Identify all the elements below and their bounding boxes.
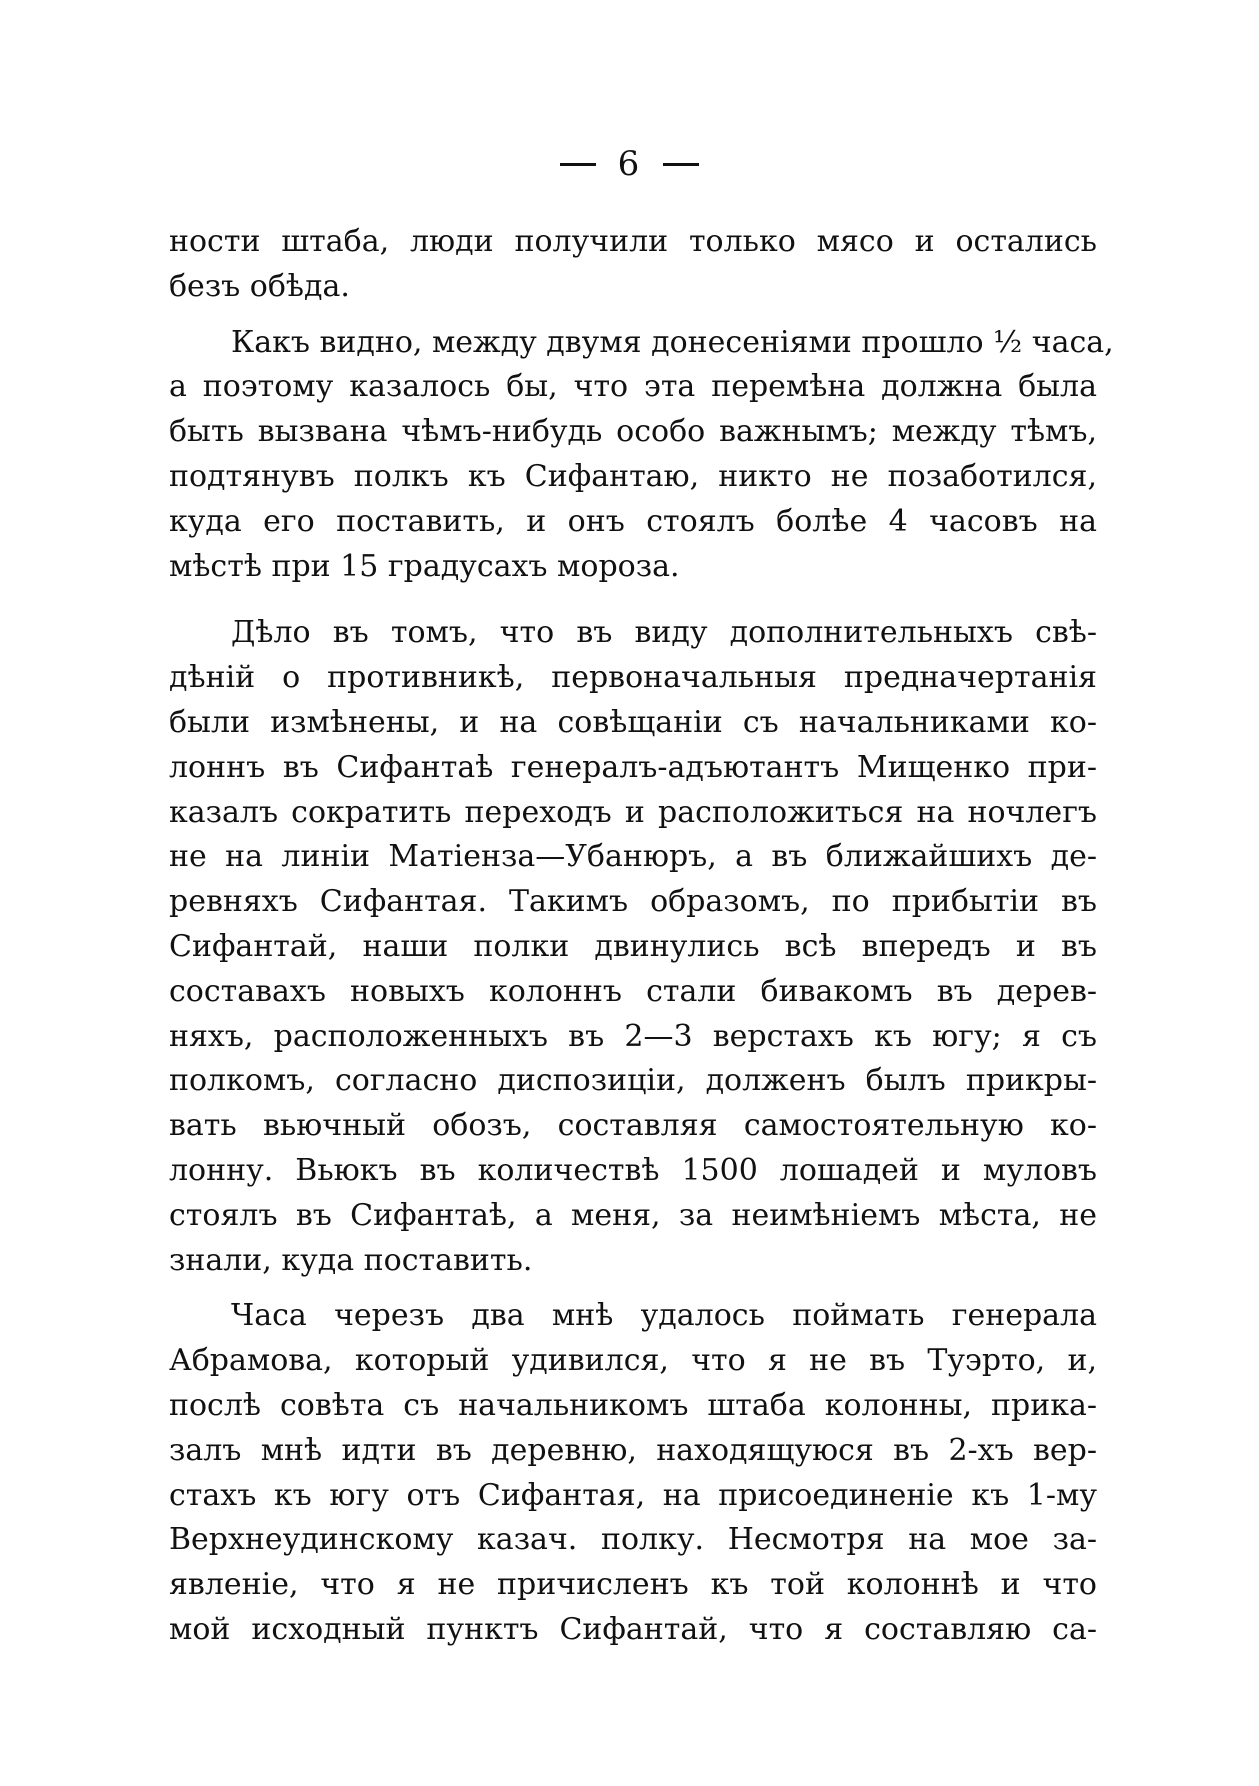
text-line: безъ обѣда. <box>169 268 350 304</box>
text-line: Какъ видно, между двумя донесеніями прошло ½ часа, <box>231 324 1114 360</box>
page-number-header <box>0 140 1259 186</box>
right-dash <box>663 163 699 166</box>
text-line: полкомъ, согласно диспозиціи, долженъ былъ прикры- <box>169 1063 1097 1099</box>
paragraph-4 <box>169 1294 1097 1652</box>
text-line: Абрамова, который удивился, что я не въ Туэрто, и, <box>169 1343 1097 1379</box>
text-line: стахъ къ югу отъ Сифантая, на присоединеніе къ 1-му <box>169 1477 1097 1513</box>
text-line: Верхнеудинскому казач. полку. Несмотря на мое за- <box>169 1522 1097 1558</box>
text-line: вать вьючный обозъ, составляя самостоятельную ко- <box>169 1108 1097 1144</box>
text-line: лоннъ въ Сифантаѣ генералъ-адъютантъ Мищенко при- <box>169 749 1097 785</box>
text-line: быть вызвана чѣмъ-нибудь особо важнымъ; между тѣмъ, <box>169 414 1097 450</box>
text-line: знали, куда поставить. <box>169 1242 533 1278</box>
text-line: ревняхъ Сифантая. Такимъ образомъ, по прибытіи въ <box>169 884 1097 920</box>
text-line: няхъ, расположенныхъ въ 2—3 верстахъ къ югу; я съ <box>169 1018 1097 1054</box>
text-line: казалъ сократить переходъ и расположиться на ночлегъ <box>169 794 1097 830</box>
text-line: явленіе, что я не причисленъ къ той колоннѣ и что <box>169 1567 1097 1603</box>
text-line: мѣстѣ при 15 градусахъ мороза. <box>169 548 680 584</box>
paragraph-1 <box>169 220 1097 310</box>
text-line: дѣній о противникѣ, первоначальныя предначертанія <box>169 660 1097 696</box>
text-line: послѣ совѣта съ начальникомъ штаба колонны, прика- <box>169 1387 1097 1423</box>
text-line: ности штаба, люди получили только мясо и остались <box>169 224 1097 259</box>
text-line: а поэтому казалось бы, что эта перемѣна должна была <box>169 369 1097 405</box>
text-line: Сифантай, наши полки двинулись всѣ впередъ и въ <box>169 928 1097 964</box>
text-line: стоялъ въ Сифантаѣ, а меня, за неимѣніемъ мѣста, не <box>169 1197 1097 1233</box>
text-line: Часа черезъ два мнѣ удалось поймать генерала <box>231 1298 1097 1334</box>
text-line: лонну. Вьюкъ въ количествѣ 1500 лошадей и муловъ <box>169 1152 1097 1188</box>
text-line: залъ мнѣ идти въ деревню, находящуюся въ 2-хъ вер- <box>169 1432 1097 1468</box>
text-line: куда его поставить, и онъ стоялъ болѣе 4 часовъ на <box>169 503 1097 539</box>
text-line: подтянувъ полкъ къ Сифантаю, никто не позаботился, <box>169 458 1097 494</box>
text-line: были измѣнены, и на совѣщаніи съ начальниками ко- <box>169 704 1097 740</box>
left-dash <box>560 163 596 166</box>
text-body <box>169 220 1114 1653</box>
page-number: 6 <box>617 144 642 184</box>
text-line: Дѣло въ томъ, что въ виду дополнительныхъ свѣ- <box>231 615 1097 651</box>
text-line: мой исходный пунктъ Сифантай, что я составляю са- <box>169 1611 1097 1647</box>
text-line: не на линіи Матіенза—Убанюръ, а въ ближайшихъ де- <box>169 839 1097 875</box>
paragraph-3 <box>169 611 1097 1283</box>
paragraph-2 <box>169 321 1114 590</box>
text-line: составахъ новыхъ колоннъ стали бивакомъ въ дерев- <box>169 973 1097 1009</box>
